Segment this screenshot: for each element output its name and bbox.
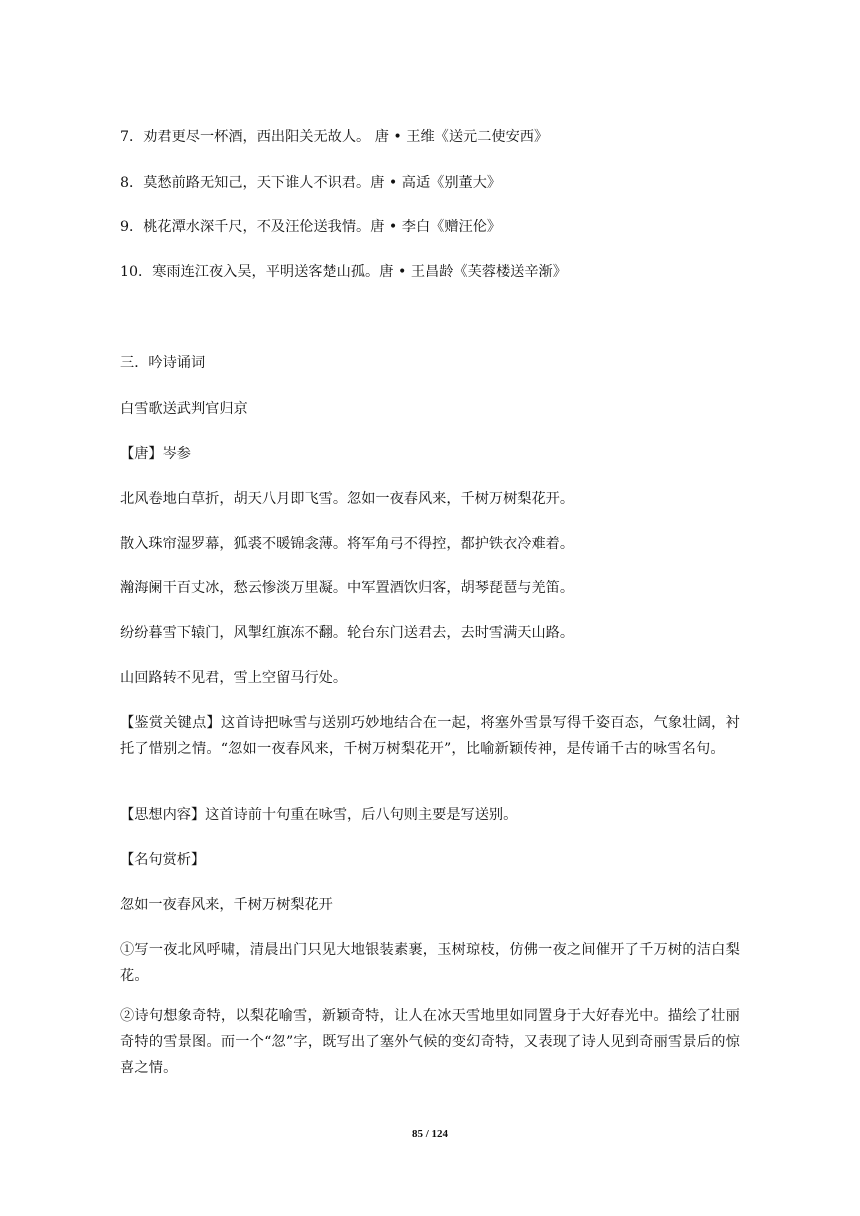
famous-line: 忽如一夜春风来，千树万树梨花开 [120,897,333,913]
famous-heading: 【名句赏析】 [120,852,206,868]
thought-paragraph: 【思想内容】这首诗前十句重在咏雪，后八句则主要是写送别。 [120,807,518,823]
quote-line-8: 8．莫愁前路无知己，天下谁人不识君。唐 • 高适《别董大》 [120,175,502,191]
poem-line: 山回路转不见君，雪上空留马行处。 [120,670,348,686]
appreciation-paragraph: 【鉴赏关键点】这首诗把咏雪与送别巧妙地结合在一起，将塞外雪景写得千姿百态，气象壮阔，衬托了惜别之情。“忽如一夜春风来，千树万树梨花开”，比喻新颖传神，是传诵千古的咏雪名句。 [120,715,740,757]
poem-title: 白雪歌送武判官归京 [120,401,248,417]
quote-line-9: 9．桃花潭水深千尺，不及汪伦送我情。唐 • 李白《赠汪伦》 [120,219,502,235]
poem-line: 散入珠帘湿罗幕，狐裘不暖锦衾薄。将军角弓不得控，都护铁衣冷难着。 [120,536,575,552]
poem-author: 【唐】岑参 [120,446,191,462]
poem-line: 瀚海阑干百丈冰，愁云惨淡万里凝。中军置酒饮归客，胡琴琵琶与羌笛。 [120,580,575,596]
analysis-paragraph-1: ①写一夜北风呼啸，清晨出门只见大地银装素裹，玉树琼枝，仿佛一夜之间催开了千万树的洁白梨花。 [120,942,740,984]
analysis-paragraph-2: ②诗句想象奇特，以梨花喻雪，新颖奇特，让人在冰天雪地里如同置身于大好春光中。描绘了壮丽奇特的雪景图。而一个“忽”字，既写出了塞外气候的变幻奇特，又表现了诗人见到奇丽雪景后的惊喜之情。 [120,1008,740,1076]
poem-line: 纷纷暮雪下辕门，风掣红旗冻不翻。轮台东门送君去，去时雪满天山路。 [120,625,575,641]
quote-line-7: 7．劝君更尽一杯酒，西出阳关无故人。 唐 • 王维《送元二使安西》 [120,129,549,145]
section-heading: 三．吟诗诵词 [120,355,206,371]
page-number: 85 / 124 [411,1128,449,1140]
quote-line-10: 10．寒雨连江夜入吴，平明送客楚山孤。唐 • 王昌龄《芙蓉楼送辛渐》 [120,264,567,280]
poem-line: 北风卷地白草折，胡天八月即飞雪。忽如一夜春风来，千树万树梨花开。 [120,491,575,507]
